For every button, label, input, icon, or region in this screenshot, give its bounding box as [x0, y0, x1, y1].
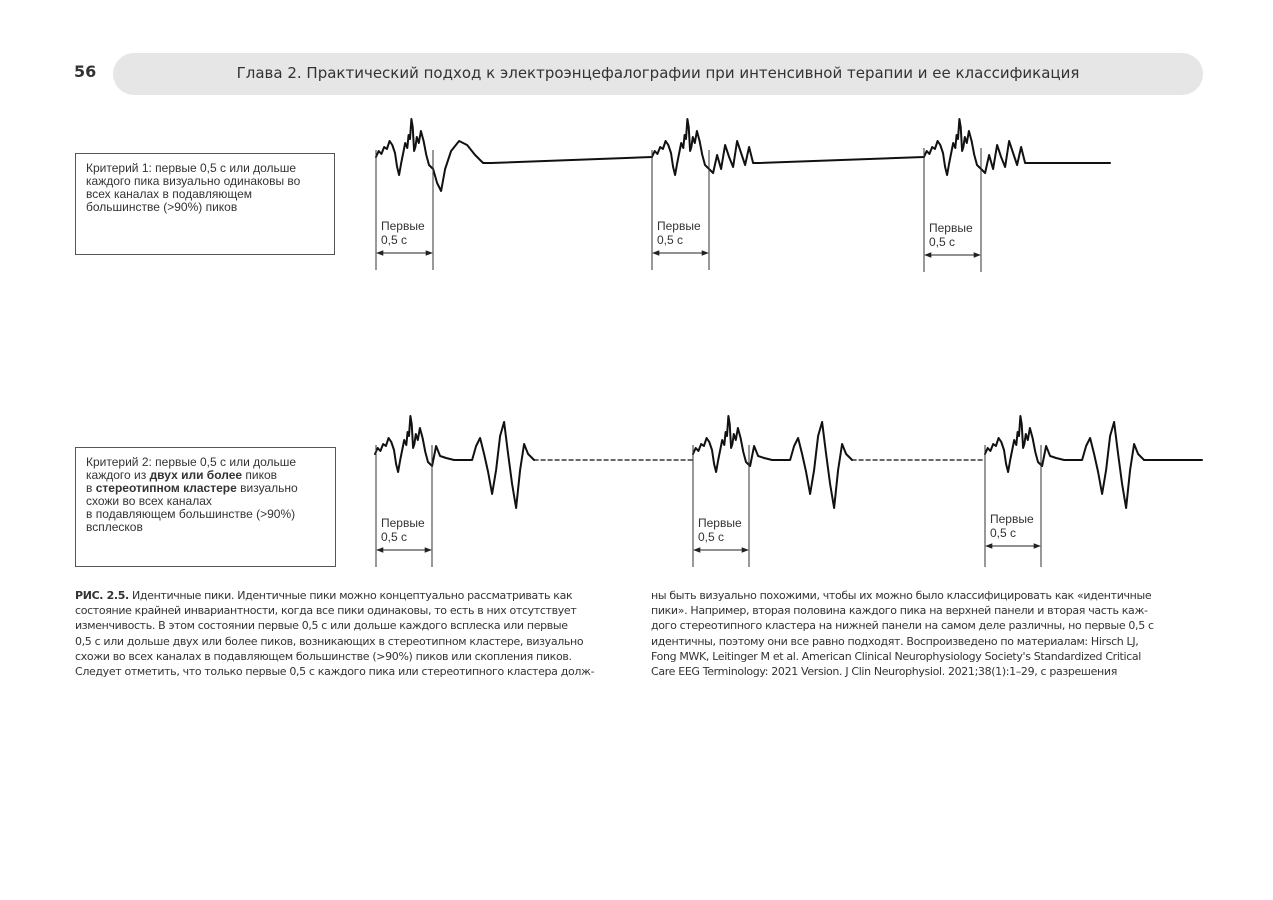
- criterion-1-line: Критерий 1: первые 0,5 с или дольше: [86, 161, 297, 175]
- caption-line: Fong MWK, Leitinger M et al. American Clinical Neurophysiology Society's Standardized Critical: [651, 649, 1142, 663]
- criterion-2-text: визуально: [236, 481, 298, 495]
- caption-line: Следует отметить, что только первые 0,5 с каждого пика или стереотипного кластера долж-: [75, 665, 595, 679]
- caption-line: схожи во всех каналах в подавляющем большинстве (>90%) пиков или скопления пиков.: [75, 649, 572, 663]
- criterion-2-text: пиков: [242, 468, 278, 482]
- caption-line: дого стереотипного кластера на нижней панели на самом деле различны, но первые 0,5 с: [651, 619, 1154, 633]
- criterion-1-line: большинстве (>90%) пиков: [86, 200, 238, 214]
- marker-label: 0,5 с: [990, 526, 1017, 540]
- caption-line: изменчивость. В этом состоянии первые 0,5 с или дольше каждого всплеска или первые: [75, 619, 568, 633]
- criterion-2-bold-text: двух или более: [149, 468, 243, 482]
- marker-label: Первые: [698, 516, 742, 530]
- eeg-trace-cluster-3: [985, 416, 1144, 508]
- first-half-second-marker: [652, 150, 709, 270]
- caption-line: ны быть визуально похожими, чтобы их можно было классифицировать как «идентичные: [651, 589, 1152, 602]
- first-half-second-marker: [376, 150, 433, 270]
- criterion-2-text: каждого из: [86, 468, 150, 482]
- criterion-1-line: всех каналах в подавляющем: [86, 187, 253, 201]
- figure-caption-right: [651, 588, 1203, 679]
- eeg-baseline: [491, 157, 652, 163]
- criterion-2-line: схожи во всех каналах: [86, 494, 212, 508]
- first-half-second-marker: [693, 445, 749, 567]
- caption-line: идентичны, поэтому они все равно подходят. Воспроизведено по материалам: Hirsch LJ,: [651, 634, 1139, 648]
- eeg-trace-cluster-1: [375, 416, 534, 508]
- caption-line: 0,5 с или дольше двух или более пиков, возникающих в стереотипном кластере, визуально: [75, 634, 584, 648]
- criterion-2-line: Критерий 2: первые 0,5 с или дольше: [86, 455, 297, 469]
- criterion-1-line: каждого пика визуально одинаковы во: [86, 174, 301, 188]
- criterion-2-text: в: [86, 481, 96, 495]
- marker-label: Первые: [381, 219, 425, 233]
- marker-label: Первые: [657, 219, 701, 233]
- marker-label: 0,5 с: [381, 530, 408, 544]
- figure-caption-left: [75, 588, 627, 679]
- criterion-2-line: всплесков: [86, 520, 143, 534]
- marker-label: 0,5 с: [381, 233, 408, 247]
- marker-label: Первые: [929, 221, 973, 235]
- chapter-title: Глава 2. Практический подход к электроэнцефалографии при интенсивной терапии и ее классификация: [236, 64, 1080, 82]
- marker-label: 0,5 с: [698, 530, 725, 544]
- eeg-trace-top-burst-3: [924, 119, 1031, 175]
- marker-label: 0,5 с: [929, 235, 956, 249]
- first-half-second-marker: [924, 148, 981, 272]
- criterion-2-bold-text: стереотипном кластере: [95, 481, 237, 495]
- caption-line: [75, 588, 627, 603]
- first-half-second-marker: [376, 445, 432, 567]
- caption-line: Care EEG Terminology: 2021 Version. J Clin Neurophysiol. 2021;38(1):1–29, с разрешения: [651, 665, 1117, 679]
- criterion-2-line: в подавляющем большинстве (>90%): [86, 507, 296, 521]
- first-half-second-marker: [985, 445, 1041, 567]
- eeg-trace-top-burst-2: [652, 119, 759, 175]
- marker-label: 0,5 с: [657, 233, 684, 247]
- page-number: 56: [74, 62, 97, 81]
- eeg-trace-cluster-2: [693, 416, 852, 508]
- caption-line: состояние крайней инвариантности, когда все пики одинаковы, то есть в них отсутствует: [75, 604, 577, 618]
- eeg-trace-top-burst-1: [376, 119, 491, 191]
- marker-label: Первые: [381, 516, 425, 530]
- marker-label: Первые: [990, 512, 1034, 526]
- caption-text: Идентичные пики. Идентичные пики можно концептуально рассматривать как: [128, 589, 573, 602]
- eeg-baseline: [759, 157, 924, 163]
- figure-label: РИС. 2.5.: [75, 589, 129, 602]
- caption-line: пики». Например, вторая половина каждого пика на верхней панели и вторая часть каж-: [651, 604, 1148, 618]
